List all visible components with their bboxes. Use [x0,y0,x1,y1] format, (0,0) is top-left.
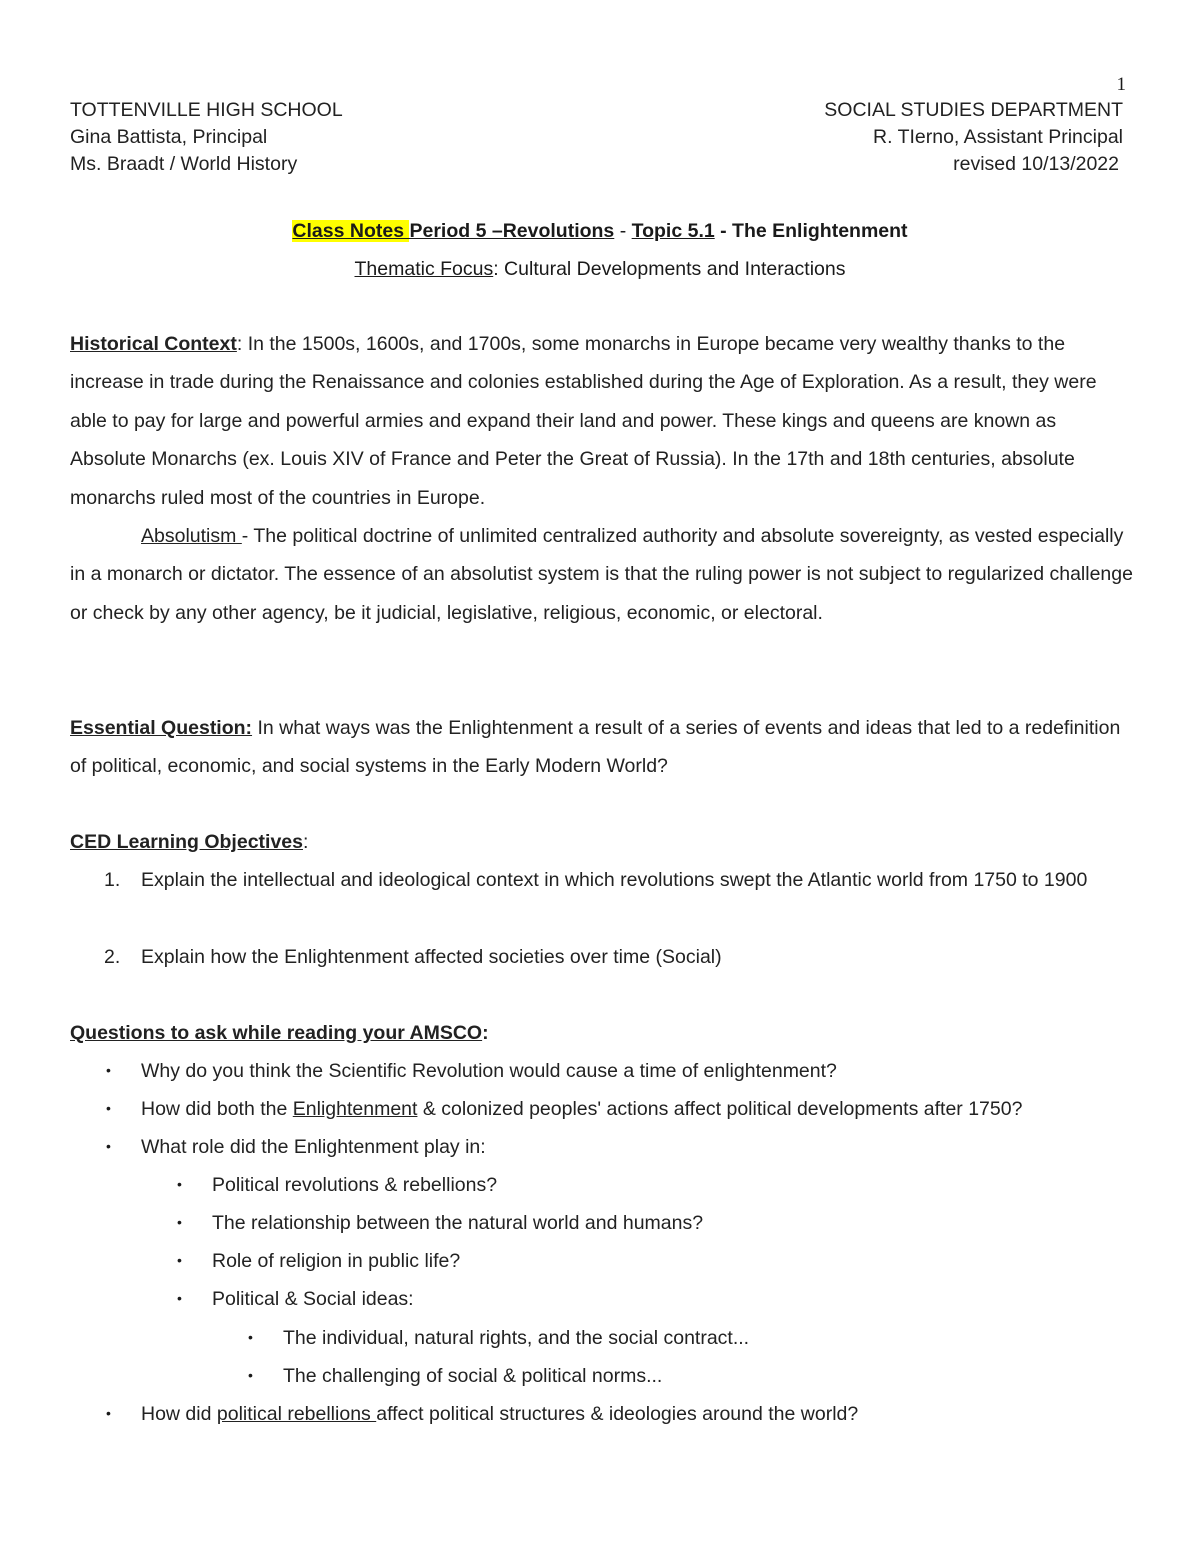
question-2-part-a: How did both the [141,1098,293,1120]
essential-question-label: Essential Question: [70,717,253,739]
bullet-icon: • [177,1214,182,1230]
list-item [0,938,1200,978]
topic-label: Topic 5.1 [631,220,715,242]
header-row-3 [70,151,1123,178]
period-label: Period 5 –Revolutions [409,220,615,242]
thematic-focus [0,255,1200,283]
questions-suffix: : [482,1022,489,1044]
historical-context-paragraph [70,325,1135,517]
absolutism-label: Absolutism [141,525,242,547]
ced-label: CED Learning Objectives [70,831,303,853]
list-item [0,861,1200,941]
bullet-icon: • [106,1062,111,1078]
question-4 [141,1400,858,1428]
ced-suffix: : [302,831,309,853]
title-separator: - [614,220,632,242]
essential-question-paragraph [70,709,1135,786]
question-1: Why do you think the Scientific Revolution would cause a time of enlightenment? [141,1060,837,1082]
question-4-part-a: How did [141,1403,217,1425]
sub-sub-question: The challenging of social & political norms... [283,1365,663,1387]
bullet-icon: • [177,1252,182,1268]
question-4-part-b: affect political structures & ideologies around the world? [376,1403,859,1425]
absolutism-text: - The political doctrine of unlimited centralized authority and absolute sovereignty, as vested especially in a monarch or dictator. The essence of an absolutist system is that the ruling power is not subject to regularized challenge or check by any other agency, be it judicial, legislative, religious, economic, or electoral. [70,525,1133,624]
page-title [0,217,1200,245]
page-number: 1 [1116,74,1126,95]
revised-date: revised 10/13/2022 [953,153,1119,175]
sub-sub-question: The individual, natural rights, and the social contract... [283,1327,750,1349]
bullet-icon: • [248,1329,253,1345]
question-4-underlined: political rebellions [216,1403,377,1425]
principal-name: Gina Battista, Principal [70,126,268,148]
question-2-part-b: & colonized peoples' actions affect political developments after 1750? [417,1098,1023,1120]
bullet-icon: • [248,1367,253,1383]
question-2 [141,1095,1022,1123]
header-row-1 [70,97,1123,124]
sub-question: Political revolutions & rebellions? [212,1174,498,1196]
historical-context-text: : In the 1500s, 1600s, and 1700s, some monarchs in Europe became very wealthy thanks to the increase in trade during the Renaissance and colonies established during the Age of Exploration. As a result, they were able to pay for large and powerful armies and expand their land and power. These kings and queens are known as Absolute Monarchs (ex. Louis XIV of France and Peter the Great of Russia). In the 17th and 18th centuries, absolute monarchs ruled most of the countries in Europe. [70,333,1097,509]
thematic-focus-label: Thematic Focus [354,258,494,280]
sub-question: The relationship between the natural world and humans? [212,1212,704,1234]
question-2-underlined: Enlightenment [292,1098,418,1120]
bullet-icon: • [106,1100,111,1116]
topic-title: - The Enlightenment [714,220,908,242]
questions-heading [70,1014,1135,1052]
teacher-course: Ms. Braadt / World History [70,153,298,175]
bullet-icon: • [177,1176,182,1192]
essential-question-text: In what ways was the Enlightenment a result of a series of events and ideas that led to a redefinition of political, economic, and social systems in the Early Modern World? [70,717,1121,778]
department-name: SOCIAL STUDIES DEPARTMENT [824,99,1123,121]
bullet-icon: • [106,1138,111,1154]
historical-context-label: Historical Context [70,333,237,355]
list-number: 1. [104,869,121,891]
header-row-2 [70,124,1123,151]
sub-question: Role of religion in public life? [212,1250,461,1272]
objective-text: Explain the intellectual and ideological context in which revolutions swept the Atlantic world from 1750 to 1900 [141,869,1088,891]
sub-question: Political & Social ideas: [212,1288,414,1310]
class-notes-label: Class Notes [292,220,410,242]
bullet-icon: • [106,1405,111,1421]
question-3: What role did the Enlightenment play in: [141,1136,486,1158]
list-number: 2. [104,946,121,968]
ced-objectives-heading [70,823,1135,861]
school-name: TOTTENVILLE HIGH SCHOOL [70,99,343,121]
bullet-icon: • [177,1290,182,1306]
objective-text: Explain how the Enlightenment affected societies over time (Social) [141,946,722,968]
questions-label: Questions to ask while reading your AMSCO [70,1022,483,1044]
absolutism-paragraph [70,517,1135,632]
thematic-focus-text: : Cultural Developments and Interactions [493,258,846,280]
assistant-principal-name: R. TIerno, Assistant Principal [873,126,1123,148]
